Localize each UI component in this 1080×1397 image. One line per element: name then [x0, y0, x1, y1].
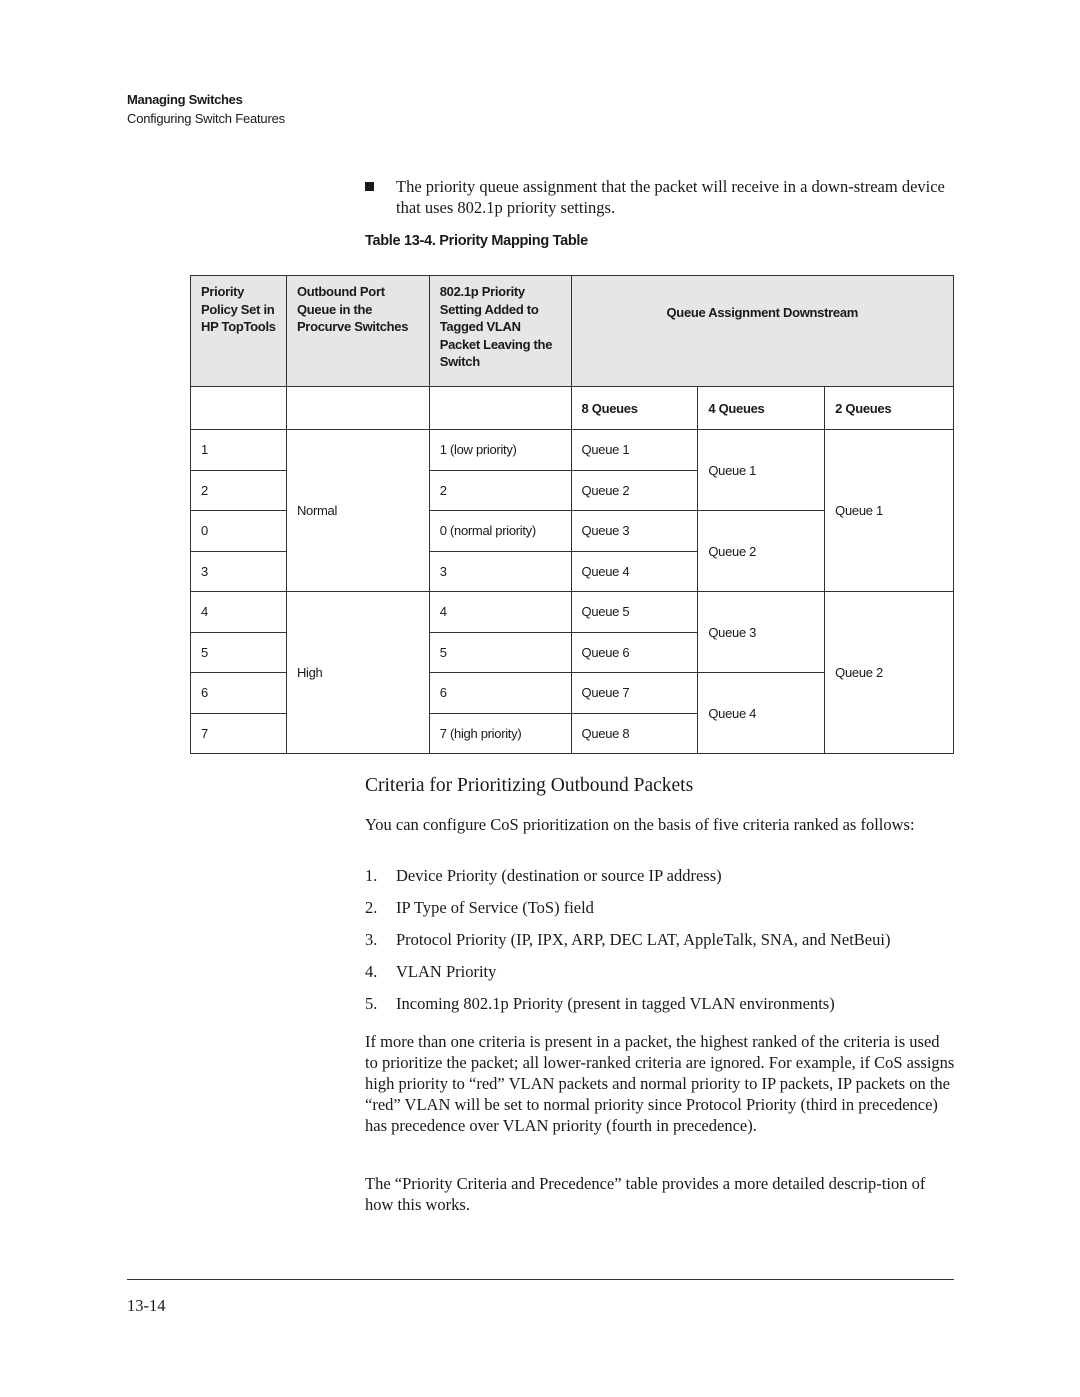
running-header-subsection: Configuring Switch Features: [127, 111, 285, 126]
subheader-cell: 8 Queues: [571, 387, 698, 430]
table-row: 2 2 Queue 2: [191, 470, 954, 511]
list-item: 5. Incoming 802.1p Priority (present in tagged VLAN environments): [365, 994, 835, 1013]
list-item: 4. VLAN Priority: [365, 962, 497, 981]
table-row: 6 6 Queue 7 Queue 4: [191, 673, 954, 714]
outbound-group: Normal: [286, 430, 429, 592]
body-paragraph: If more than one criteria is present in a packet, the highest ranked of the criteria is used to prioritize the packet; all lower-ranked criteria are ignored. For example, if CoS assigns high priority to “red” VLAN packets and normal priority to IP packets, IP packets on the “red” VLAN will be set to normal priority since Protocol Priority (third in precedence) has precedence over VLAN priority (fourth in precedence).: [365, 1032, 955, 1135]
priority-mapping-table: [190, 275, 954, 754]
page-number: 13-14: [127, 1296, 166, 1315]
header-cell: Outbound Port Queue in the Procurve Switches: [286, 276, 429, 387]
table-subheader-row: [191, 387, 954, 430]
section-title: Criteria for Prioritizing Outbound Packets: [365, 775, 694, 796]
body-paragraph: The “Priority Criteria and Precedence” table provides a more detailed descrip-tion of how this works.: [365, 1174, 926, 1214]
intro-paragraph: You can configure CoS prioritization on the basis of five criteria ranked as follows:: [365, 815, 915, 834]
table-header-row: [191, 276, 954, 387]
list-item: 1. Device Priority (destination or source IP address): [365, 866, 722, 885]
table-row: 5 5 Queue 6: [191, 632, 954, 673]
square-bullet-icon: [365, 182, 374, 191]
table-row: 4 High 4 Queue 5 Queue 3 Queue 2: [191, 592, 954, 633]
header-cell: Priority Policy Set in HP TopTools: [191, 276, 287, 387]
table-row: 0 0 (normal priority) Queue 3 Queue 2: [191, 511, 954, 552]
header-cell: Queue Assignment Downstream: [571, 276, 953, 387]
running-header-section: Managing Switches: [127, 92, 243, 107]
subheader-cell: 2 Queues: [825, 387, 954, 430]
table-row: 1 Normal 1 (low priority) Queue 1 Queue 1 Queue 1: [191, 430, 954, 471]
table-row: 7 7 (high priority) Queue 8: [191, 713, 954, 754]
subheader-cell: 4 Queues: [698, 387, 825, 430]
list-item: 2. IP Type of Service (ToS) field: [365, 898, 594, 917]
table-caption: Table 13-4. Priority Mapping Table: [365, 233, 588, 249]
outbound-group: High: [286, 592, 429, 754]
footer-rule: [127, 1279, 954, 1280]
header-cell: 802.1p Priority Setting Added to Tagged VLAN Packet Leaving the Switch: [429, 276, 571, 387]
bullet-item: The priority queue assignment that the packet will receive in a down-stream device that uses 802.1p priority settings.: [365, 176, 955, 218]
list-item: 3. Protocol Priority (IP, IPX, ARP, DEC LAT, AppleTalk, SNA, and NetBeui): [365, 930, 891, 949]
table-row: 3 3 Queue 4: [191, 551, 954, 592]
